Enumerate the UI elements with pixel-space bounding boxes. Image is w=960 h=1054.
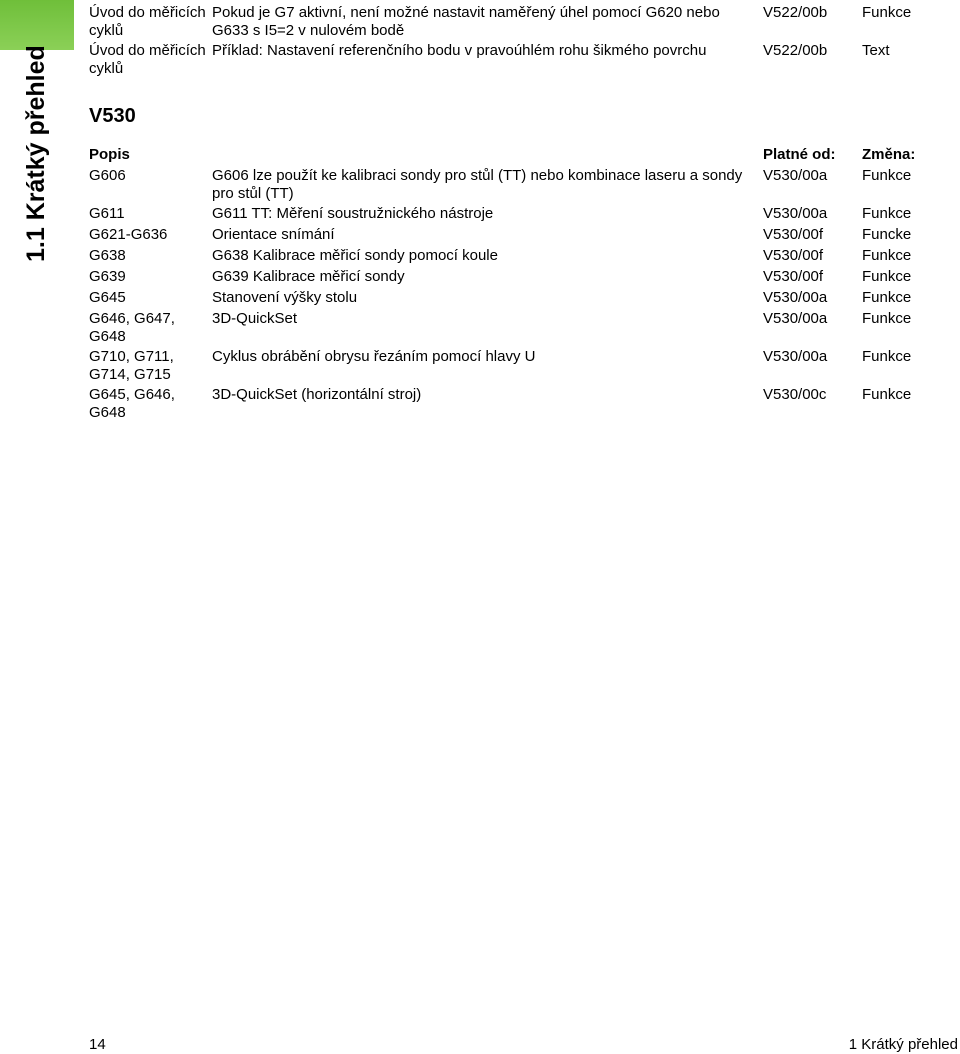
chapter-color-tab — [0, 0, 74, 50]
cell-change: Funkce — [862, 167, 912, 184]
cell-valid-from: V530/00c — [763, 386, 827, 403]
cell-change: Funcke — [862, 226, 912, 243]
cell-valid-from: V522/00b — [763, 4, 828, 21]
cell-cycle: G645 — [89, 289, 126, 306]
page-number: 14 — [89, 1036, 106, 1053]
header-change: Změna: — [862, 146, 916, 163]
cell-cycle: G710, G711, G714, G715 — [89, 348, 174, 383]
cell-valid-from: V530/00a — [763, 167, 828, 184]
cell-cycle: G611 — [89, 205, 125, 222]
header-valid-from: Platné od: — [763, 146, 836, 163]
cell-description: 3D-QuickSet — [212, 310, 298, 327]
cell-valid-from: V522/00b — [763, 42, 828, 59]
header-popis: Popis — [89, 146, 130, 163]
cell-change: Funkce — [862, 247, 912, 264]
cell-change: Funkce — [862, 205, 912, 222]
cell-description: G611 TT: Měření soustružnického nástroje — [212, 205, 494, 222]
cell-description: 3D-QuickSet (horizontální stroj) — [212, 386, 422, 403]
cell-description: G638 Kalibrace měřicí sondy pomocí koule — [212, 247, 498, 264]
cell-cycle: Úvod do měřicích cyklů — [89, 42, 206, 77]
cell-cycle: G638 — [89, 247, 126, 264]
cell-description: Příklad: Nastavení referenčního bodu v pravoúhlém rohu šikmého povrchu — [212, 42, 707, 59]
cell-cycle: G621-G636 — [89, 226, 168, 243]
cell-description: G606 lze použít ke kalibraci sondy pro stůl (TT) nebo kombinace laseru a sondy pro stůl (TT) — [212, 167, 743, 202]
footer-chapter-title: 1 Krátký přehled — [848, 1036, 958, 1053]
cell-valid-from: V530/00f — [763, 268, 824, 285]
cell-description: Stanovení výšky stolu — [212, 289, 358, 306]
cell-cycle: G639 — [89, 268, 126, 285]
cell-change: Funkce — [862, 289, 912, 306]
cell-cycle: G645, G646, G648 — [89, 386, 175, 421]
cell-cycle: G646, G647, G648 — [89, 310, 175, 345]
cell-change: Funkce — [862, 4, 912, 21]
cell-valid-from: V530/00f — [763, 247, 824, 264]
cell-change: Funkce — [862, 386, 912, 403]
cell-change: Funkce — [862, 268, 912, 285]
cell-cycle: G606 — [89, 167, 126, 184]
chapter-vertical-title: 1.1 Krátký přehled — [22, 45, 50, 262]
cell-valid-from: V530/00f — [763, 226, 824, 243]
cell-valid-from: V530/00a — [763, 310, 828, 327]
cell-description: Pokud je G7 aktivní, není možné nastavit naměřený úhel pomocí G620 nebo G633 s I5=2 v nulovém bodě — [212, 4, 720, 39]
cell-valid-from: V530/00a — [763, 348, 828, 365]
cell-change: Funkce — [862, 310, 912, 327]
cell-change: Text — [862, 42, 890, 59]
cell-description: Orientace snímání — [212, 226, 335, 243]
cell-valid-from: V530/00a — [763, 289, 828, 306]
section-title: V530 — [89, 105, 136, 127]
chapter-sidebar — [0, 0, 74, 265]
cell-cycle: Úvod do měřicích cyklů — [89, 4, 206, 39]
cell-description: G639 Kalibrace měřicí sondy — [212, 268, 405, 285]
cell-description: Cyklus obrábění obrysu řezáním pomocí hlavy U — [212, 348, 536, 365]
cell-change: Funkce — [862, 348, 912, 365]
cell-valid-from: V530/00a — [763, 205, 828, 222]
